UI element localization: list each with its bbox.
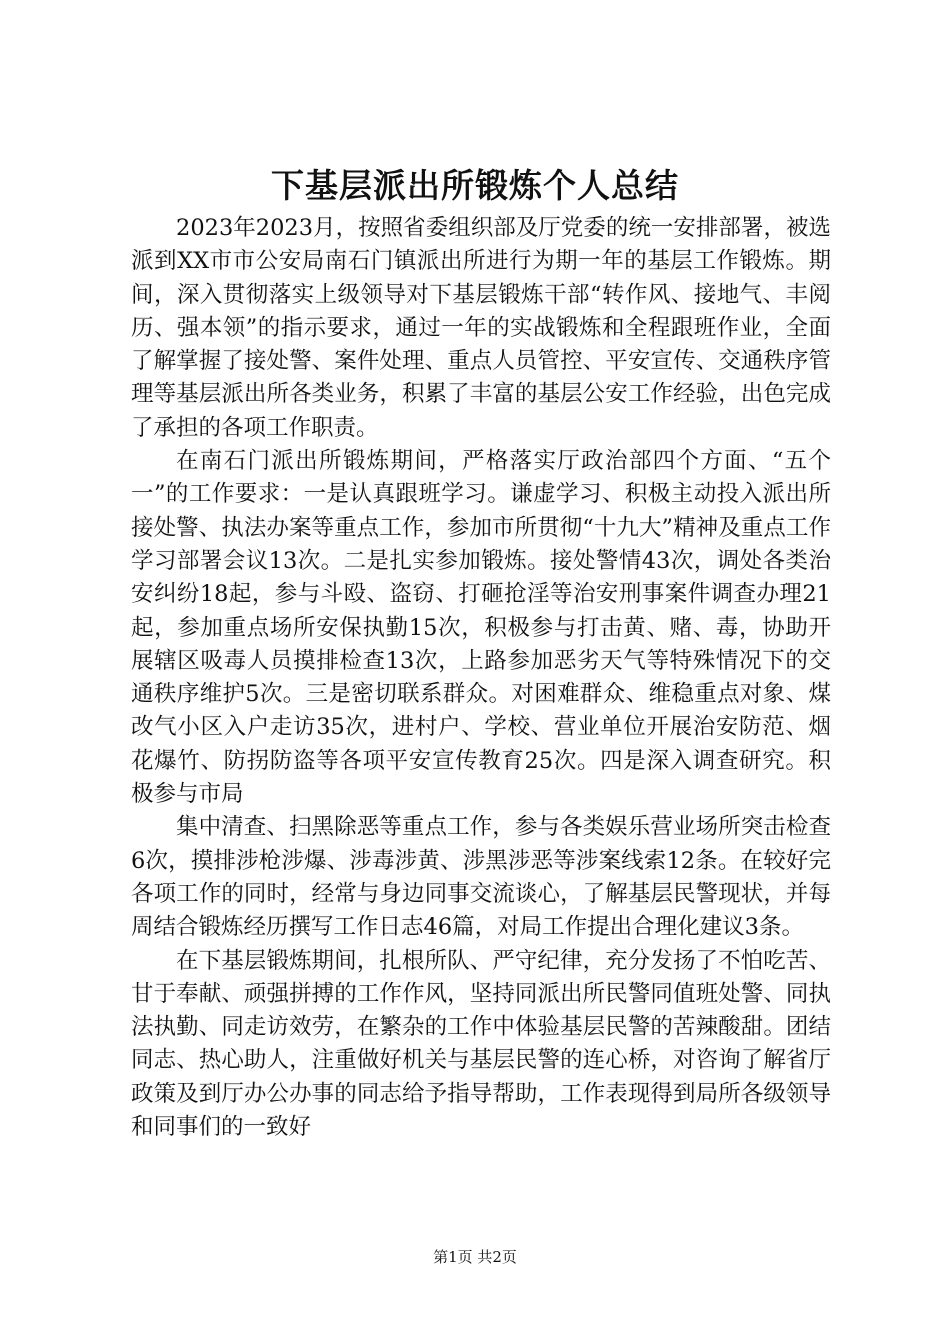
document-body <box>131 212 831 1144</box>
document-title: 下基层派出所锻炼个人总结 <box>271 166 679 205</box>
paragraph-intro: 2023年2023月，按照省委组织部及厅党委的统一安排部署，被选派到XX市市公安局南石门镇派出所进行为期一年的基层工作锻炼。期间，深入贯彻落实上级领导对下基层锻炼干部“转作风、接地气、丰阅历、强本领”的指示要求，通过一年的实战锻炼和全程跟班作业，全面了解掌握了接处警、案件处理、重点人员管控、平安宣传、交通秩序管理等基层派出所各类业务，积累了丰富的基层公安工作经验，出色完成了承担的各项工作职责。 <box>131 215 831 441</box>
paragraph-inspections: 集中清查、扫黑除恶等重点工作，参与各类娱乐营业场所突击检查6次，摸排涉枪涉爆、涉毒涉黄、涉黑涉恶等涉案线索12条。在较好完各项工作的同时，经常与身边同事交流谈心，了解基层民警现状，并每周结合锻炼经历撰写工作日志46篇，对局工作提出合理化建议3条。 <box>131 814 831 941</box>
paragraph-conduct: 在下基层锻炼期间，扎根所队、严守纪律，充分发扬了不怕吃苦、甘于奉献、顽强拼搏的工作作风，坚持同派出所民警同值班处警、同执法执勤、同走访效劳，在繁杂的工作中体验基层民警的苦辣酸甜。团结同志、热心助人，注重做好机关与基层民警的连心桥，对咨询了解省厅政策及到厅办公办事的同志给予指导帮助，工作表现得到局所各级领导和同事们的一致好 <box>131 947 831 1141</box>
page-footer: 第1页 共2页 <box>433 1248 517 1266</box>
paragraph-work-details: 在南石门派出所锻炼期间，严格落实厅政治部四个方面、“五个一”的工作要求：一是认真跟班学习。谦虚学习、积极主动投入派出所接处警、执法办案等重点工作，参加市所贯彻“十九大”精神及重点工作学习部署会议13次。二是扎实参加锻炼。接处警情43次，调处各类治安纠纷18起，参与斗殴、盗窃、打砸抢淫等治安刑事案件调查办理21起，参加重点场所安保执勤15次，积极参与打击黄、赌、毒，协助开展辖区吸毒人员摸排检查13次，上路参加恶劣天气等特殊情况下的交通秩序维护5次。三是密切联系群众。对困难群众、维稳重点对象、煤改气小区入户走访35次，进村户、学校、营业单位开展治安防范、烟花爆竹、防拐防盗等各项平安宣传教育25次。四是深入调查研究。积极参与市局 <box>131 448 831 808</box>
